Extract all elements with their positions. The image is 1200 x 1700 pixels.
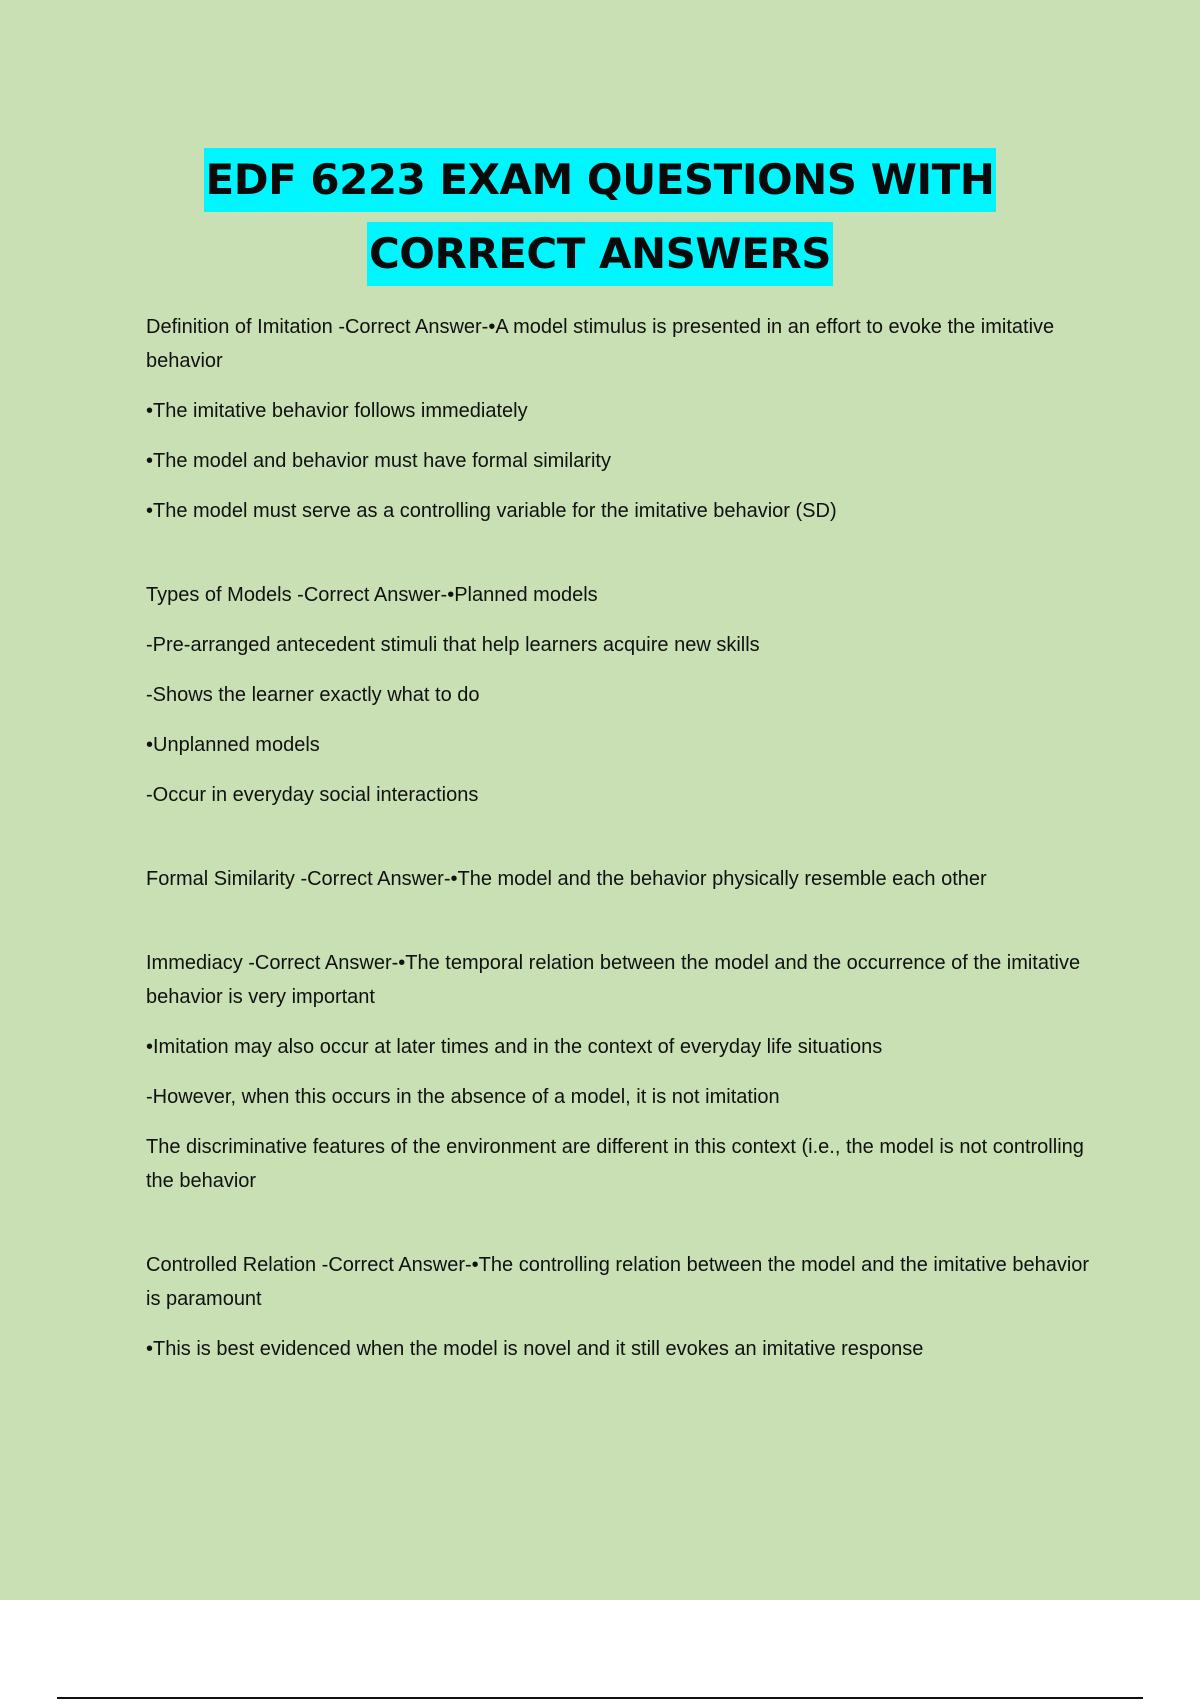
title-line-2: CORRECT ANSWERS <box>367 222 833 286</box>
paragraph: -Shows the learner exactly what to do <box>146 684 480 706</box>
paragraph: •The model and behavior must have formal similarity <box>146 450 611 472</box>
document-body <box>146 310 1096 1382</box>
paragraph: Formal Similarity -Correct Answer-•The model and the behavior physically resemble each other <box>146 868 987 890</box>
title-line-1: EDF 6223 EXAM QUESTIONS WITH <box>204 148 997 212</box>
paragraph: •Unplanned models <box>146 734 320 756</box>
paragraph: -However, when this occurs in the absence of a model, it is not imitation <box>146 1086 780 1108</box>
paragraph: -Occur in everyday social interactions <box>146 784 479 806</box>
document-title <box>0 148 1200 286</box>
paragraph: Controlled Relation -Correct Answer-•The controlling relation between the model and the imitative behavior is paramount <box>146 1254 1090 1310</box>
paragraph: •The imitative behavior follows immediately <box>146 400 528 422</box>
paragraph: •Imitation may also occur at later times and in the context of everyday life situations <box>146 1036 883 1058</box>
paragraph: Types of Models -Correct Answer-•Planned models <box>146 584 598 606</box>
paragraph: •The model must serve as a controlling variable for the imitative behavior (SD) <box>146 500 837 522</box>
paragraph: The discriminative features of the environment are different in this context (i.e., the model is not controlling the behavior <box>146 1136 1084 1192</box>
footer-divider <box>57 1697 1143 1699</box>
paragraph: Immediacy -Correct Answer-•The temporal relation between the model and the occurrence of the imitative behavior is very important <box>146 952 1081 1008</box>
paragraph: •This is best evidenced when the model is novel and it still evokes an imitative response <box>146 1338 924 1360</box>
paragraph: -Pre-arranged antecedent stimuli that help learners acquire new skills <box>146 634 760 656</box>
paragraph: Definition of Imitation -Correct Answer-•A model stimulus is presented in an effort to evoke the imitative behavior <box>146 316 1055 372</box>
